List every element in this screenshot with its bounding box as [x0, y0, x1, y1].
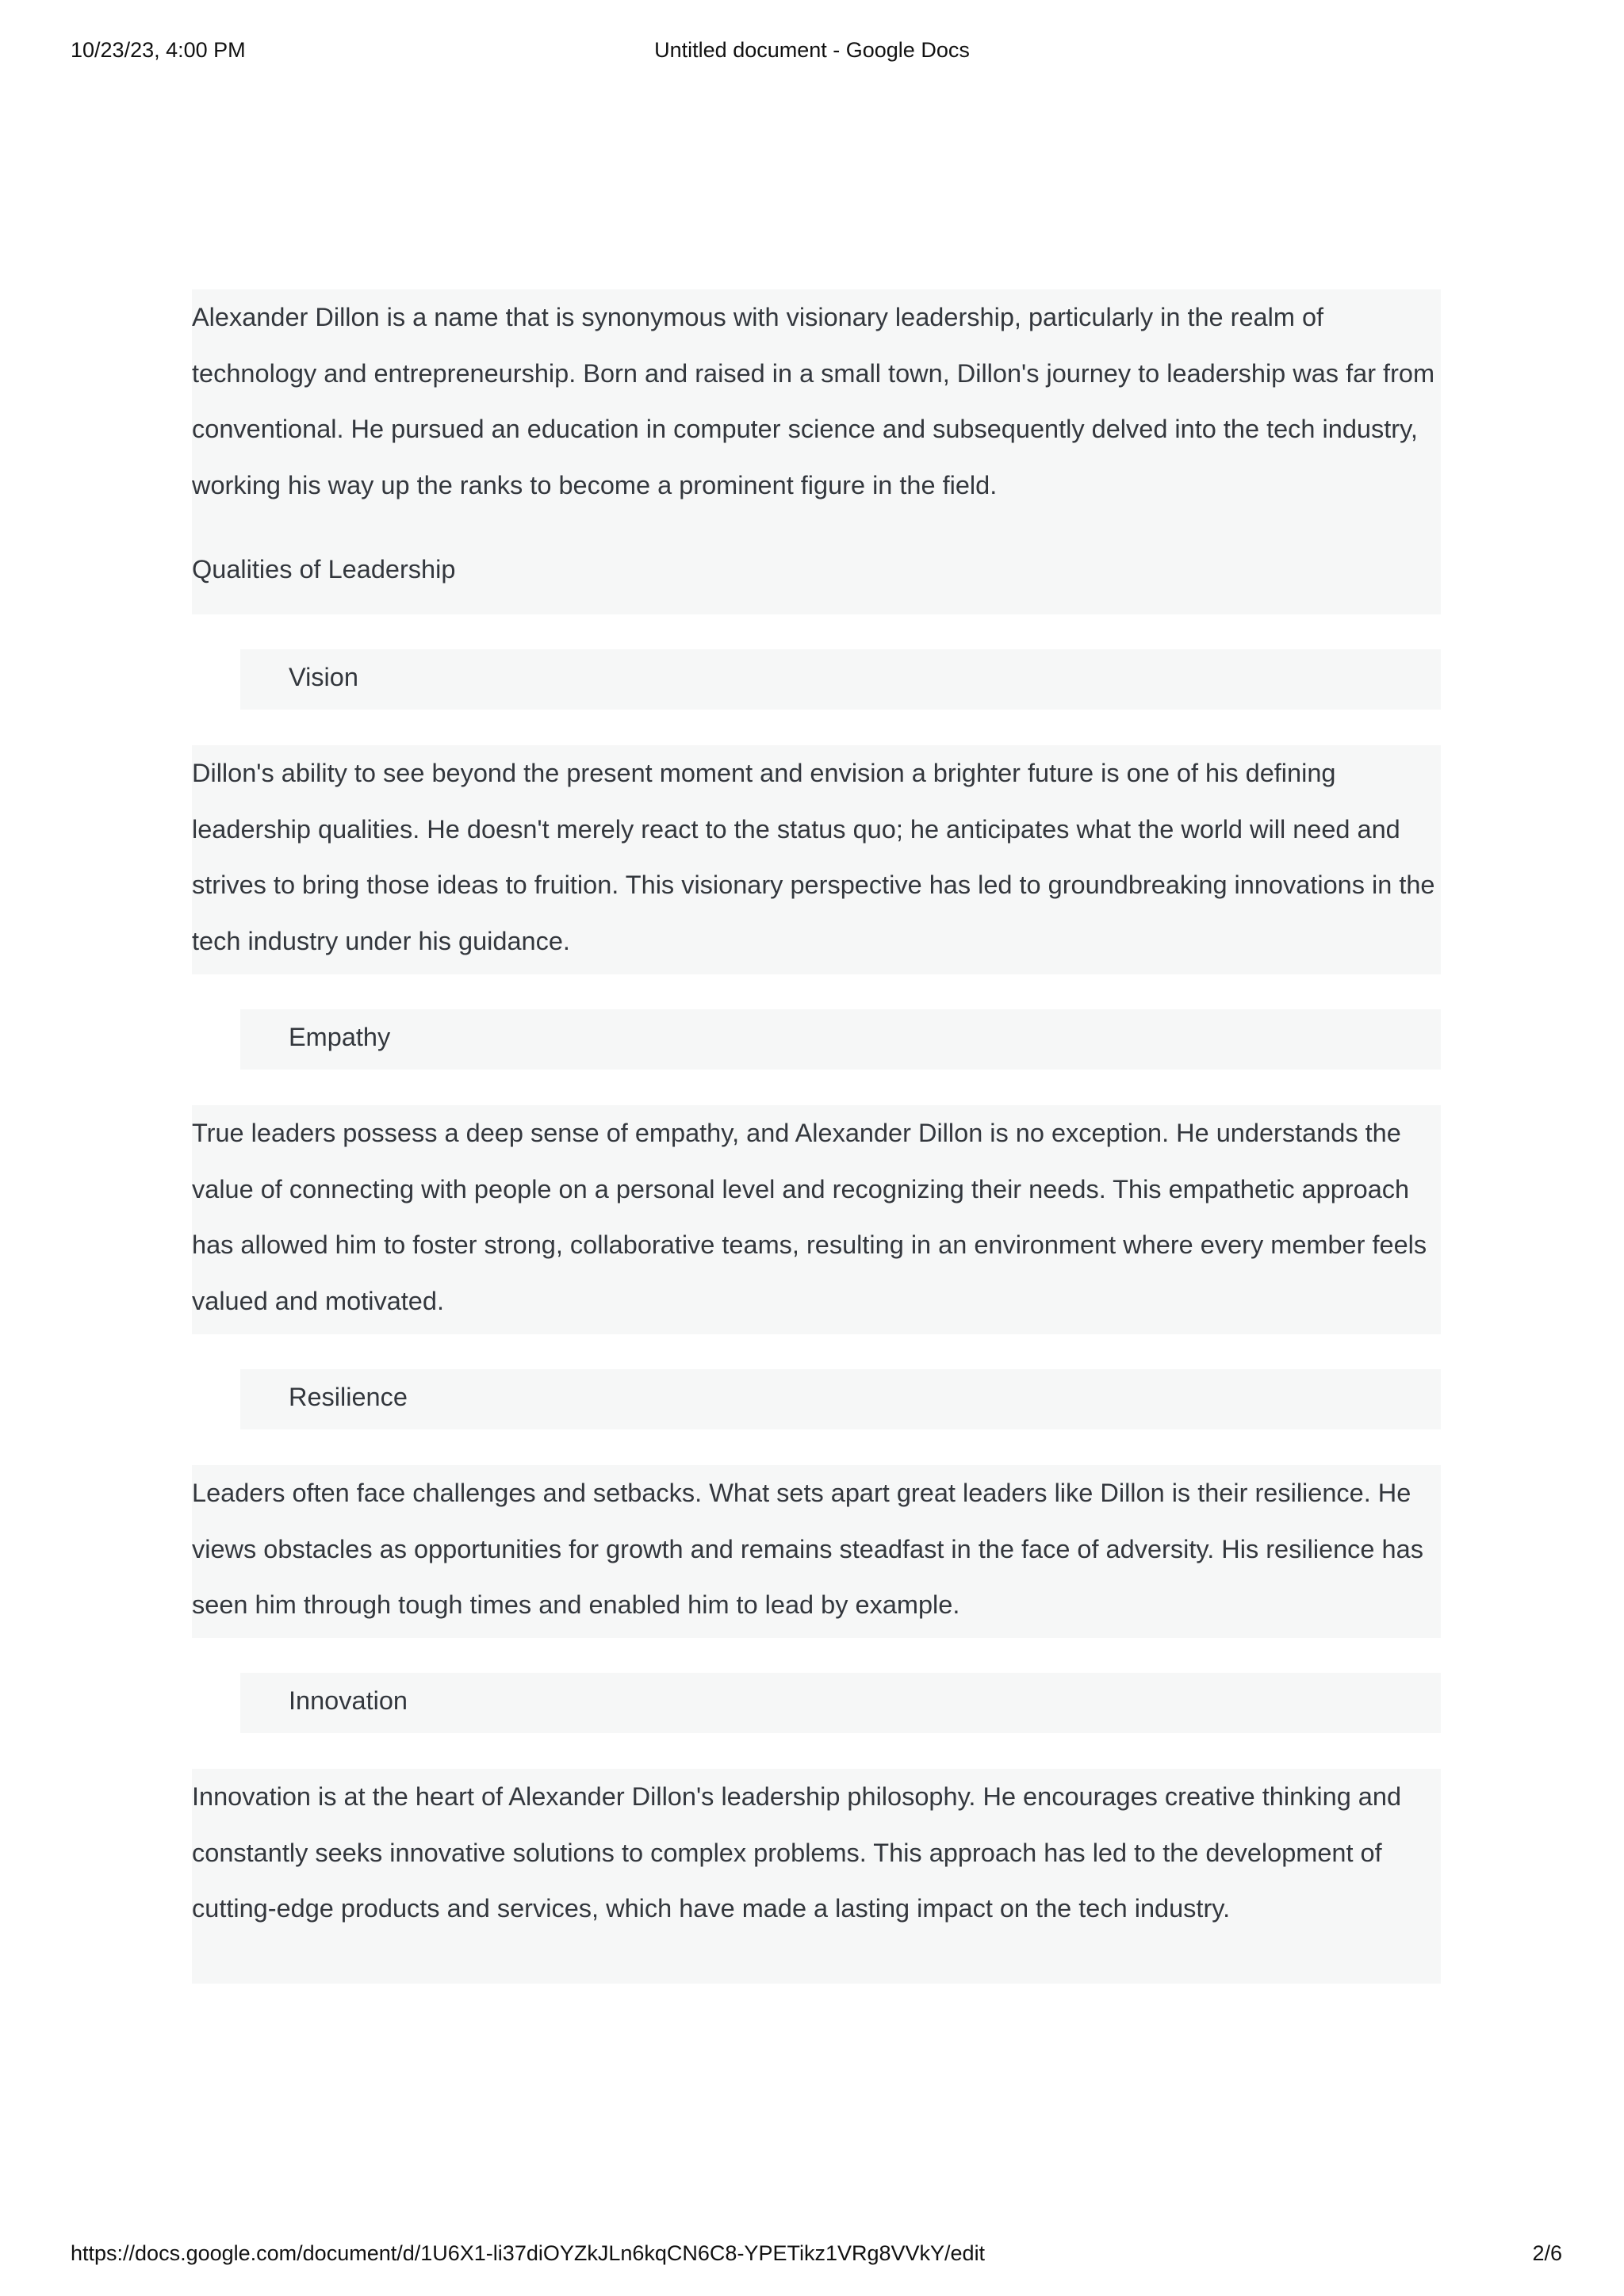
- section-title: Qualities of Leadership: [192, 555, 456, 584]
- paragraph: True leaders possess a deep sense of empathy, and Alexander Dillon is no exception. He understands the value of connecting with people on a personal level and recognizing their needs. This empathetic approach has allowed him to foster strong, collaborative teams, resulting in an environment where every member feels valued and motivated.: [192, 1119, 1427, 1315]
- paragraph: Leaders often face challenges and setbacks. What sets apart great leaders like Dillon is their resilience. He views obstacles as opportunities for growth and remains steadfast in the face of adversity. His resilience has seen him through tough times and enabled him to lead by example.: [192, 1479, 1423, 1619]
- print-document-title: Untitled document - Google Docs: [654, 38, 970, 62]
- section-body-resilience: [192, 1465, 1441, 1638]
- print-header: [0, 38, 1624, 70]
- page-number: 2/6: [1532, 2241, 1562, 2265]
- section-heading-resilience: Resilience: [240, 1369, 1441, 1429]
- paragraph: Innovation is at the heart of Alexander Dillon's leadership philosophy. He encourages creative thinking and constantly seeks innovative solutions to complex problems. This approach has led to the development of cutting-edge products and services, which have made a lasting impact on the tech industry.: [192, 1782, 1402, 1923]
- document-body: [192, 288, 1441, 1984]
- section-heading-empathy: Empathy: [240, 1009, 1441, 1070]
- intro-paragraph: Alexander Dillon is a name that is synonymous with visionary leadership, particularly in the realm of technology and entrepreneurship. Born and raised in a small town, Dillon's journey to leadership was far from conventional. He pursued an education in computer science and subsequently delved into the tech industry, working his way up the ranks to become a prominent figure in the field.: [192, 303, 1435, 499]
- section-heading-vision: Vision: [240, 649, 1441, 710]
- print-datetime: 10/23/23, 4:00 PM: [71, 38, 246, 62]
- section-heading-innovation: Innovation: [240, 1673, 1441, 1733]
- intro-block: [192, 289, 1441, 614]
- section-body-innovation: [192, 1769, 1441, 1984]
- print-footer: [0, 2241, 1624, 2273]
- document-url: https://docs.google.com/document/d/1U6X1-li37diOYZkJLn6kqCN6C8-YPETikz1VRg8VVkY/edit: [71, 2241, 986, 2265]
- section-body-vision: [192, 745, 1441, 974]
- paragraph: Dillon's ability to see beyond the present moment and envision a brighter future is one of his defining leadership qualities. He doesn't merely react to the status quo; he anticipates what the world will need and strives to bring those ideas to fruition. This visionary perspective has led to groundbreaking innovations in the tech industry under his guidance.: [192, 759, 1435, 955]
- section-body-empathy: [192, 1105, 1441, 1334]
